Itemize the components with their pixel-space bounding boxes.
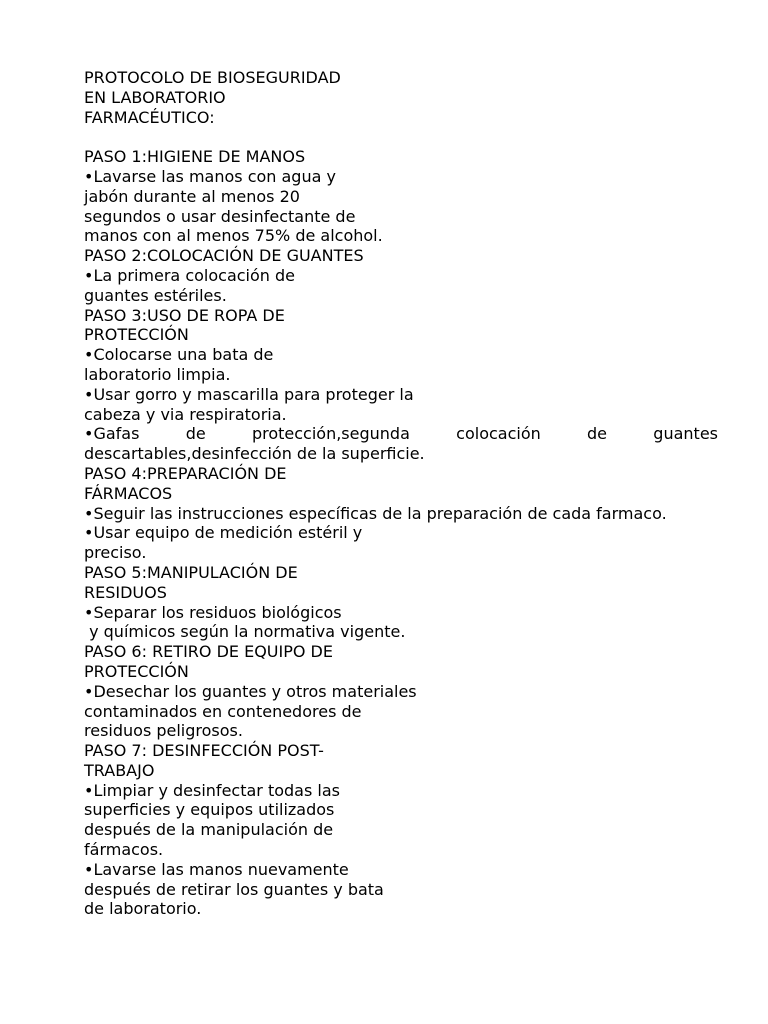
text-line: y químicos según la normativa vigente. — [84, 622, 406, 642]
text-line: después de retirar los guantes y bata — [84, 879, 384, 899]
text-line: •Limpiar y desinfectar todas las — [84, 780, 340, 800]
text-line: laboratorio limpia. — [84, 364, 231, 384]
document-title-line-2: EN LABORATORIO — [84, 87, 226, 107]
document-title-line-3: FARMACÉUTICO: — [84, 107, 215, 127]
text-line: después de la manipulación de — [84, 820, 334, 840]
step-5-heading-cont: RESIDUOS — [84, 582, 167, 602]
text-line: fármacos. — [84, 840, 164, 860]
text-line: segundos o usar desinfectante de — [84, 206, 356, 226]
text-line: residuos peligrosos. — [84, 721, 243, 741]
blank-line — [84, 127, 718, 147]
step-5-heading: PASO 5:MANIPULACIÓN DE — [84, 562, 298, 582]
text-line: •Usar equipo de medición estéril y — [84, 523, 363, 543]
text-line: manos con al menos 75% de alcohol. — [84, 226, 383, 246]
text-line: •Usar gorro y mascarilla para proteger la — [84, 384, 414, 404]
step-7-heading: PASO 7: DESINFECCIÓN POST- — [84, 741, 324, 761]
text-line: de laboratorio. — [84, 899, 202, 919]
step-6-heading: PASO 6: RETIRO DE EQUIPO DE — [84, 642, 333, 662]
step-1-heading: PASO 1:HIGIENE DE MANOS — [84, 147, 306, 167]
step-3-heading: PASO 3:USO DE ROPA DE — [84, 305, 285, 325]
document-title-line-1: PROTOCOLO DE BIOSEGURIDAD — [84, 68, 341, 87]
step-4-heading-cont: FÁRMACOS — [84, 483, 173, 503]
text-line: •Lavarse las manos con agua y — [84, 166, 336, 186]
text-line: guantes estériles. — [84, 285, 227, 305]
text-line: •Lavarse las manos nuevamente — [84, 859, 349, 879]
step-3-heading-cont: PROTECCIÓN — [84, 325, 189, 345]
step-2-heading: PASO 2:COLOCACIÓN DE GUANTES — [84, 246, 364, 266]
text-line: •La primera colocación de — [84, 265, 295, 285]
text-line: preciso. — [84, 543, 147, 563]
step-6-heading-cont: PROTECCIÓN — [84, 661, 189, 681]
text-line: cabeza y via respiratoria. — [84, 404, 287, 424]
document-body — [84, 68, 718, 919]
text-line: jabón durante al menos 20 — [84, 186, 300, 206]
text-line: superficies y equipos utilizados — [84, 800, 335, 820]
text-line: •Separar los residuos biológicos — [84, 602, 342, 622]
justified-paragraph: •Seguir las instrucciones específicas de la preparación de cada farmaco. — [84, 503, 667, 523]
text-line: •Colocarse una bata de — [84, 345, 274, 365]
justified-paragraph: •Gafas de protección,segunda colocación de guantes descartables,desinfección de la superficie. — [84, 424, 718, 464]
step-4-heading: PASO 4:PREPARACIÓN DE — [84, 463, 287, 483]
text-line: •Desechar los guantes y otros materiales — [84, 681, 417, 701]
step-7-heading-cont: TRABAJO — [84, 760, 155, 780]
text-line: contaminados en contenedores de — [84, 701, 362, 721]
